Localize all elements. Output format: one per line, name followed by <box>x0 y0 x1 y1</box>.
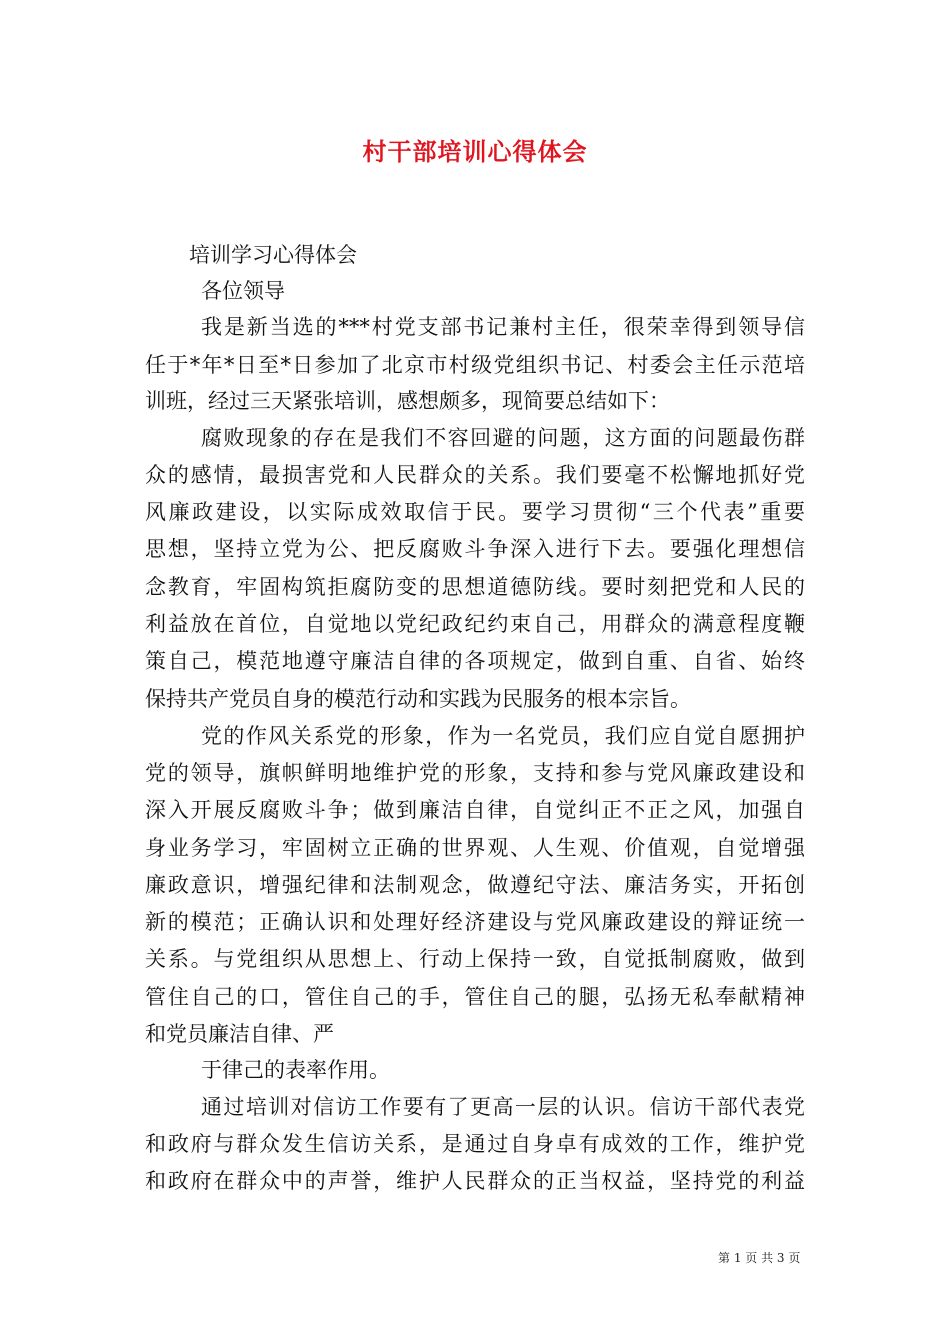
body-line: 我是新当选的***村党支部书记兼村主任，很荣幸得到领导信 <box>201 315 805 339</box>
body-line: 深入开展反腐败斗争；做到廉洁自律，自觉纠正不正之风，加强自 <box>145 798 805 822</box>
body-line: 党的领导，旗帜鲜明地维护党的形象，支持和参与党风廉政建设和 <box>145 761 805 785</box>
body-line: 风廉政建设，以实际成效取信于民。要学习贯彻“三个代表”重要 <box>145 500 805 524</box>
body-line: 管住自己的口，管住自己的手，管住自己的腿，弘扬无私奉献精神 <box>145 985 805 1009</box>
page-number: 第 1 页 共 3 页 <box>718 1251 801 1265</box>
body-line: 和政府与群众发生信访关系，是通过自身卓有成效的工作，维护党 <box>145 1132 805 1156</box>
body-line: 保持共产党员自身的模范行动和实践为民服务的根本宗旨。 <box>145 687 691 711</box>
body-line: 利益放在首位，自觉地以党纪政纪约束自己，用群众的满意程度鞭 <box>145 612 805 636</box>
body-line: 和党员廉洁自律、严 <box>145 1022 334 1046</box>
body-line: 念教育，牢固构筑拒腐防变的思想道德防线。要时刻把党和人民的 <box>145 575 805 599</box>
body-line: 关系。与党组织从思想上、行动上保持一致，自觉抵制腐败，做到 <box>145 947 805 971</box>
body-line: 和政府在群众中的声誉，维护人民群众的正当权益，坚持党的利益 <box>145 1169 805 1193</box>
body-line: 腐败现象的存在是我们不容回避的问题，这方面的问题最伤群 <box>201 426 805 450</box>
body-line: 众的感情，最损害党和人民群众的关系。我们要毫不松懈地抓好党 <box>145 463 805 487</box>
body-line: 任于*年*日至*日参加了北京市村级党组织书记、村委会主任示范培 <box>145 353 805 377</box>
body-line: 训班，经过三天紧张培训，感想颇多，现简要总结如下： <box>145 389 670 413</box>
body-line: 党的作风关系党的形象，作为一名党员，我们应自觉自愿拥护 <box>201 724 805 748</box>
body-line: 于律己的表率作用。 <box>201 1058 390 1082</box>
body-line: 通过培训对信访工作要有了更高一层的认识。信访干部代表党 <box>201 1095 805 1119</box>
document-title: 村干部培训心得体会 <box>362 137 588 166</box>
body-line: 策自己，模范地遵守廉洁自律的各项规定，做到自重、自省、始终 <box>145 649 805 673</box>
subtitle: 培训学习心得体会 <box>189 243 357 267</box>
body-line: 新的模范；正确认识和处理好经济建设与党风廉政建设的辩证统一 <box>145 910 805 934</box>
body-line: 身业务学习，牢固树立正确的世界观、人生观、价值观，自觉增强 <box>145 836 805 860</box>
body-line: 廉政意识，增强纪律和法制观念，做遵纪守法、廉洁务实，开拓创 <box>145 873 805 897</box>
body-line: 思想，坚持立党为公、把反腐败斗争深入进行下去。要强化理想信 <box>145 537 805 561</box>
salutation: 各位领导 <box>201 279 285 303</box>
